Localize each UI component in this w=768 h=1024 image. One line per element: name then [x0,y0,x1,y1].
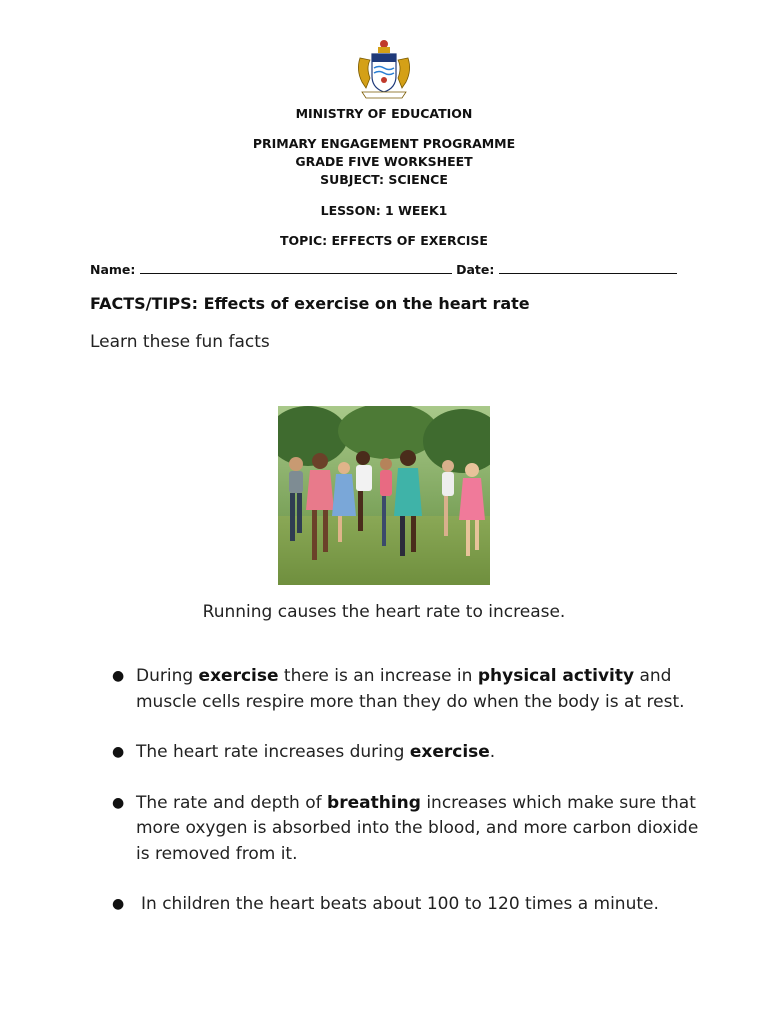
coat-of-arms-icon [354,38,414,100]
ministry-heading: MINISTRY OF EDUCATION [295,106,473,121]
list-item: ● The rate and depth of breathing increases which make sure that more oxygen is absorbed into the blood, and more carbon dioxide is removed from it. [112,792,699,864]
bullet-icon: ● [112,668,125,684]
list-item: ● During exercise there is an increase in physical activity and muscle cells respire more than they do when the body is at rest. [112,666,685,712]
topic-heading: TOPIC: EFFECTS OF EXERCISE [280,233,488,248]
facts-list [112,664,712,918]
date-blank[interactable] [499,261,677,274]
bullet-icon: ● [112,744,125,760]
lesson-heading: LESSON: 1 WEEK1 [320,203,448,218]
name-label: Name: [90,262,136,277]
worksheet-heading: GRADE FIVE WORKSHEET [295,154,473,169]
bullet-icon: ● [112,896,125,912]
children-running-photo [278,406,490,585]
facts-intro: Learn these fun facts [90,332,270,352]
name-blank[interactable] [140,261,452,274]
facts-title: FACTS/TIPS: Effects of exercise on the heart rate [90,294,530,313]
subject-heading: SUBJECT: SCIENCE [320,172,448,187]
list-item: ● The heart rate increases during exercise. [112,740,712,766]
photo-caption: Running causes the heart rate to increase. [202,602,566,622]
programme-heading: PRIMARY ENGAGEMENT PROGRAMME [252,136,516,151]
list-item: ● In children the heart beats about 100 to 120 times a minute. [112,892,712,918]
date-label: Date: [456,262,495,277]
bullet-icon: ● [112,794,125,811]
name-date-line [90,261,690,277]
